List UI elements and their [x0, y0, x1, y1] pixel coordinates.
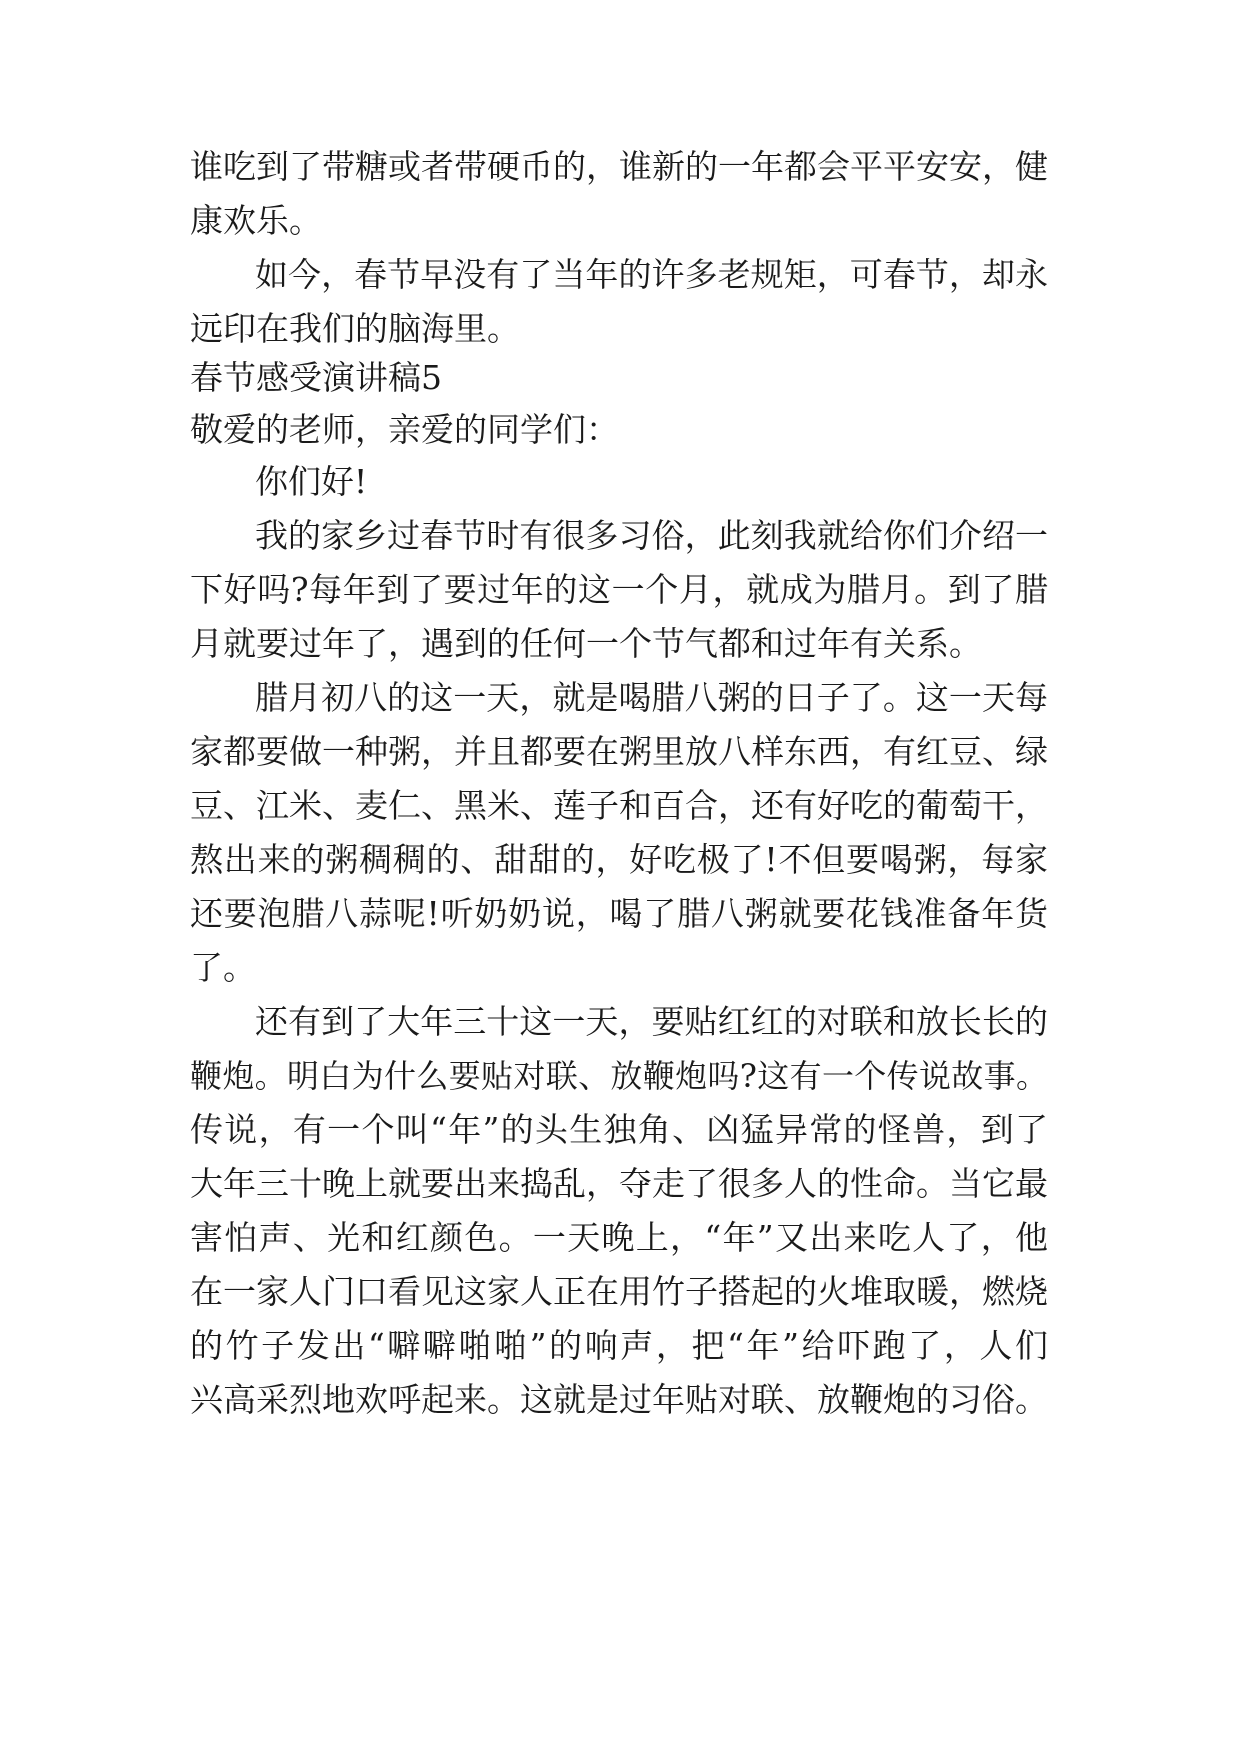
text-line: 害怕声、光和红颜色。一天晚上，“年”又出来吃人了，他: [190, 1218, 1048, 1257]
text-line: 大年三十晚上就要出来捣乱，夺走了很多人的性命。当它最: [190, 1164, 1048, 1203]
text-line: 家都要做一种粥，并且都要在粥里放八样东西，有红豆、绿: [190, 732, 1048, 771]
text-line: 了。: [190, 948, 256, 987]
text-line: 我的家乡过春节时有很多习俗，此刻我就给你们介绍一: [255, 516, 1048, 555]
text-line: 月就要过年了，遇到的任何一个节气都和过年有关系。: [190, 624, 982, 663]
text-line: 熬出来的粥稠稠的、甜甜的，好吃极了!不但要喝粥，每家: [190, 840, 1048, 879]
text-line: 谁吃到了带糖或者带硬币的，谁新的一年都会平平安安，健: [190, 147, 1048, 186]
text-line: 康欢乐。: [190, 201, 322, 240]
section-heading: 春节感受演讲稿5: [190, 358, 442, 397]
text-line: 还要泡腊八蒜呢!听奶奶说，喝了腊八粥就要花钱准备年货: [190, 894, 1048, 933]
text-line: 下好吗?每年到了要过年的这一个月，就成为腊月。到了腊: [190, 570, 1048, 609]
text-line: 远印在我们的脑海里。: [190, 309, 520, 348]
text-line: 如今，春节早没有了当年的许多老规矩，可春节，却永: [255, 255, 1048, 294]
text-line: 的竹子发出“噼噼啪啪”的响声，把“年”给吓跑了，人们: [190, 1326, 1048, 1365]
text-line: 在一家人门口看见这家人正在用竹子搭起的火堆取暖，燃烧: [190, 1272, 1048, 1311]
text-line: 腊月初八的这一天，就是喝腊八粥的日子了。这一天每: [255, 678, 1048, 717]
text-line: 传说，有一个叫“年”的头生独角、凶猛异常的怪兽，到了: [190, 1110, 1048, 1149]
greeting: 你们好!: [255, 462, 368, 501]
text-line: 兴高采烈地欢呼起来。这就是过年贴对联、放鞭炮的习俗。: [190, 1380, 1048, 1419]
text-line: 豆、江米、麦仁、黑米、莲子和百合，还有好吃的葡萄干，: [190, 786, 1048, 825]
text-line: 鞭炮。明白为什么要贴对联、放鞭炮吗?这有一个传说故事。: [190, 1057, 1048, 1095]
text-line: 还有到了大年三十这一天，要贴红红的对联和放长长的: [255, 1002, 1048, 1041]
salutation: 敬爱的老师，亲爱的同学们：: [190, 410, 619, 449]
